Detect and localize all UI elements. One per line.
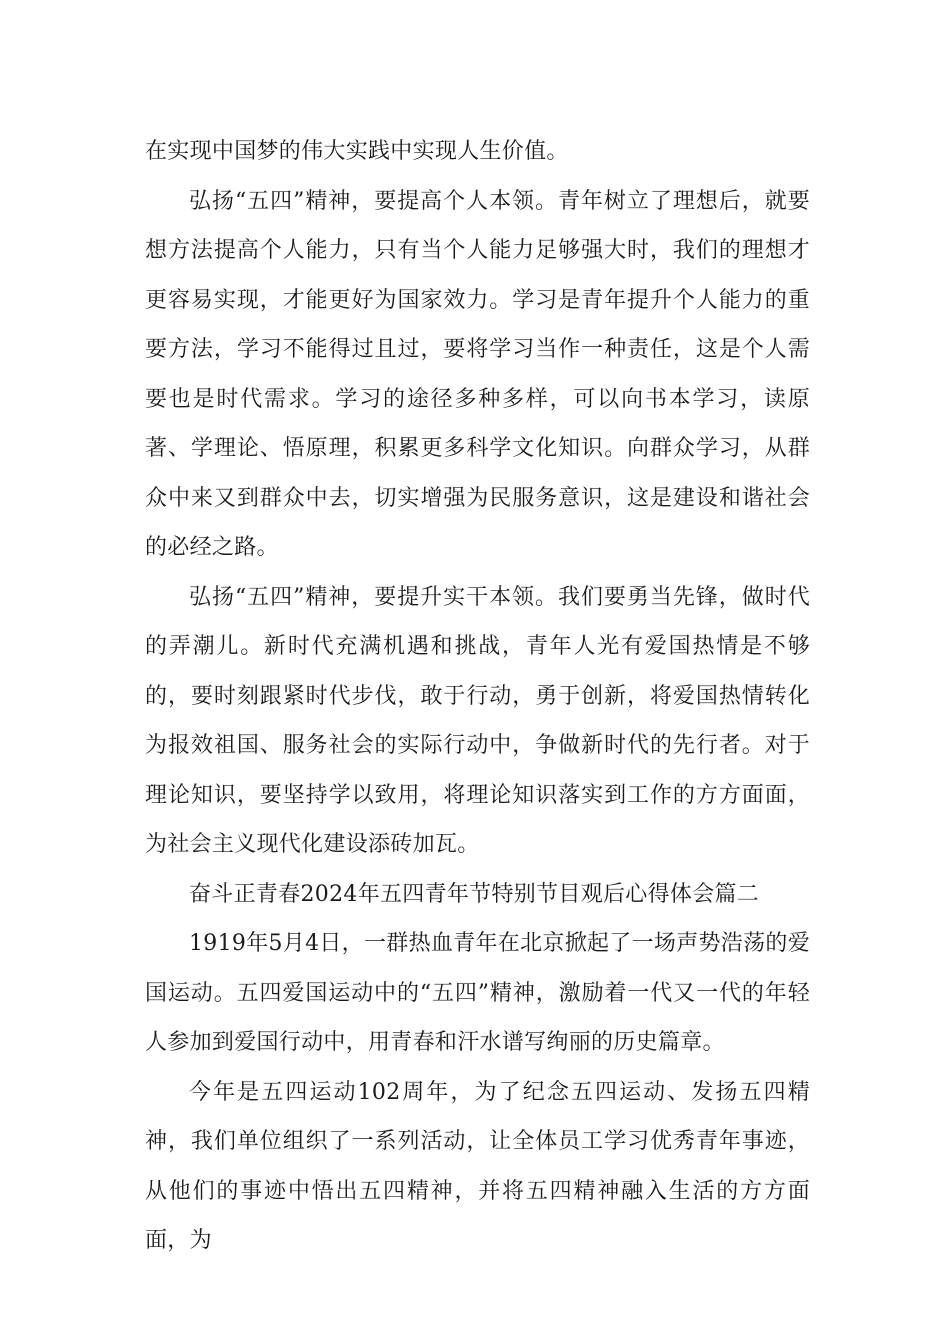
paragraph-continuation: 在实现中国梦的伟大实践中实现人生价值。 — [145, 139, 569, 164]
section-heading: 奋斗正青春2024年五四青年节特别节目观后心得体会篇二 — [189, 881, 760, 907]
document-body — [145, 127, 810, 1266]
paragraph-personal-ability: 弘扬“五四”精神，要提高个人本领。青年树立了理想后，就要想方法提高个人能力，只有当个人能力足够强大时，我们的理想才更容易实现，才能更好为国家效力。学习是青年提升个人能力的重要方法，学习不能得过且过，要将学习当作一种责任，这是个人需要也是时代需求。学习的途径多种多样，可以向书本学习，读原著、学理论、悟原理，积累更多科学文化知识。向群众学习，从群众中来又到群众中去，切实增强为民服务意识，这是建设和谐社会的必经之路。 — [145, 188, 810, 560]
paragraph-may-fourth-history: 1919年5月4日，一群热血青年在北京掀起了一场声势浩荡的爱国运动。五四爱国运动中的“五四”精神，激励着一代又一代的年轻人参加到爱国行动中，用青春和汗水谱写绚丽的历史篇章。 — [145, 931, 810, 1055]
paragraph-anniversary: 今年是五四运动102周年，为了纪念五四运动、发扬五四精神，我们单位组织了一系列活动，让全体员工学习优秀青年事迹，从他们的事迹中悟出五四精神，并将五四精神融入生活的方方面面，为 — [145, 1079, 810, 1253]
paragraph-practical-ability: 弘扬“五四”精神，要提升实干本领。我们要勇当先锋，做时代的弄潮儿。新时代充满机遇和挑战，青年人光有爱国热情是不够的，要时刻跟紧时代步伐，敢于行动，勇于创新，将爱国热情转化为报效祖国、服务社会的实际行动中，争做新时代的先行者。对于理论知识，要坚持学以致用，将理论知识落实到工作的方方面面，为社会主义现代化建设添砖加瓦。 — [145, 584, 810, 857]
